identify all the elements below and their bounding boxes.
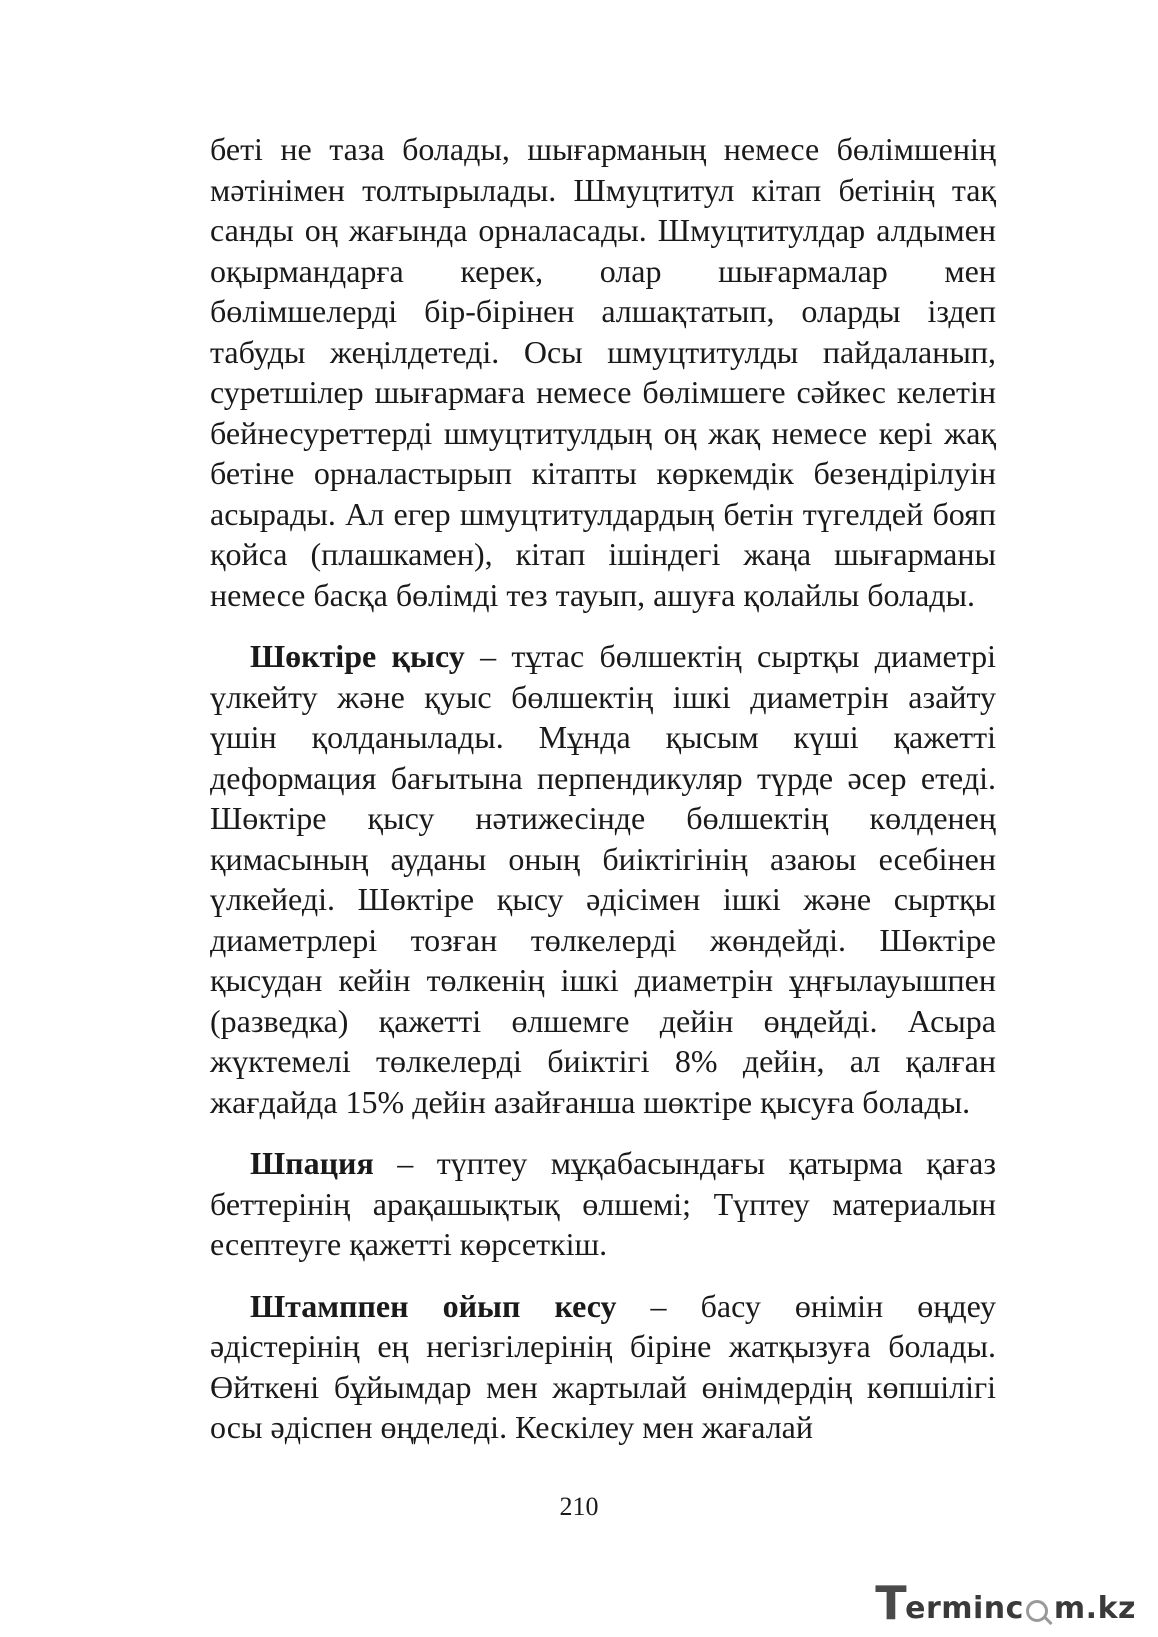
paragraph-3-text: – түптеу мұқабасындағы қатырма қағаз беттерінің арақашықтық өлшемі; Түптеу материалын есептеуге қажетті көрсеткіш. xyxy=(210,1145,996,1262)
term-shpatsiya: Шпация xyxy=(250,1145,374,1181)
page-number: 210 xyxy=(559,1492,599,1521)
watermark-tail: m.kz xyxy=(1053,1591,1136,1626)
watermark-brand: erminc xyxy=(905,1591,1024,1626)
paragraph-1 xyxy=(210,129,996,615)
paragraph-2 xyxy=(210,636,996,1122)
paragraph-1-text: беті не таза болады, шығарманың немесе бөлімшенің мәтінімен толтырылады. Шмуцтитул кітап бетінің тақ санды оң жағында орналасады. Шмуцтитулдар алдымен оқырмандарға керек, олар шығармалар мен бөлімшелерді бір-бірінен алшақтатып, оларды іздеп табуды жеңілдетеді. Осы шмуцтитулды пайдаланып, суретшілер шығармаға немесе бөлімшеге сәйкес келетін бейнесуреттерді шмуцтитулдың оң жақ немесе кері жақ бетіне орналастырып кітапты көркемдік безендірілуін асырады. Ал егер шмуцтитулдардың бетін түгелдей бояп қойса (плашкамен), кітап ішіндегі жаңа шығарманы немесе басқа бөлімді тез тауып, ашуға қолайлы болады. xyxy=(210,131,996,613)
body-text xyxy=(210,129,996,1448)
paragraph-2-text: – тұтас бөлшектің сыртқы диаметрі үлкейту және қуыс бөлшектің ішкі диаметрін азайту үшін қолданылады. Мұнда қысым күші қажетті деформация бағытына перпендикуляр түрде әсер етеді. Шөктіре қысу нәтижесінде бөлшектің көлденең қимасының ауданы оның биіктігінің азаюы есебінен үлкейеді. Шөктіре қысу әдісімен ішкі және сыртқы диаметрлері тозған төлкелерді жөндейді. Шөктіре қысудан кейін төлкенің ішкі диаметрін ұңғылауышпен (разведка) қажетті өлшемге дейін өңдейді. Асыра жүктемелі төлкелерді биіктігі 8% дейін, ал қалған жағдайда 15% дейін азайғанша шөктіре қысуға болады. xyxy=(210,638,997,1120)
magnifier-icon xyxy=(1026,1600,1048,1622)
site-watermark xyxy=(875,1576,1136,1630)
watermark-initial: T xyxy=(875,1576,908,1630)
term-shoktire-qysu: Шөктіре қысу xyxy=(250,638,465,674)
paragraph-4 xyxy=(210,1286,996,1448)
paragraph-3 xyxy=(210,1143,996,1265)
paragraph-4-text: – басу өнімін өңдеу әдістерінің ең негізгілерінің біріне жатқызуға болады. Өйткені бұйымдар мен жартылай өнімдердің көпшілігі осы әдіспен өңделеді. Кескілеу мен жағалай xyxy=(210,1287,997,1445)
term-shtamppen-oyip-kesu: Штамппен ойып кесу xyxy=(250,1287,617,1324)
